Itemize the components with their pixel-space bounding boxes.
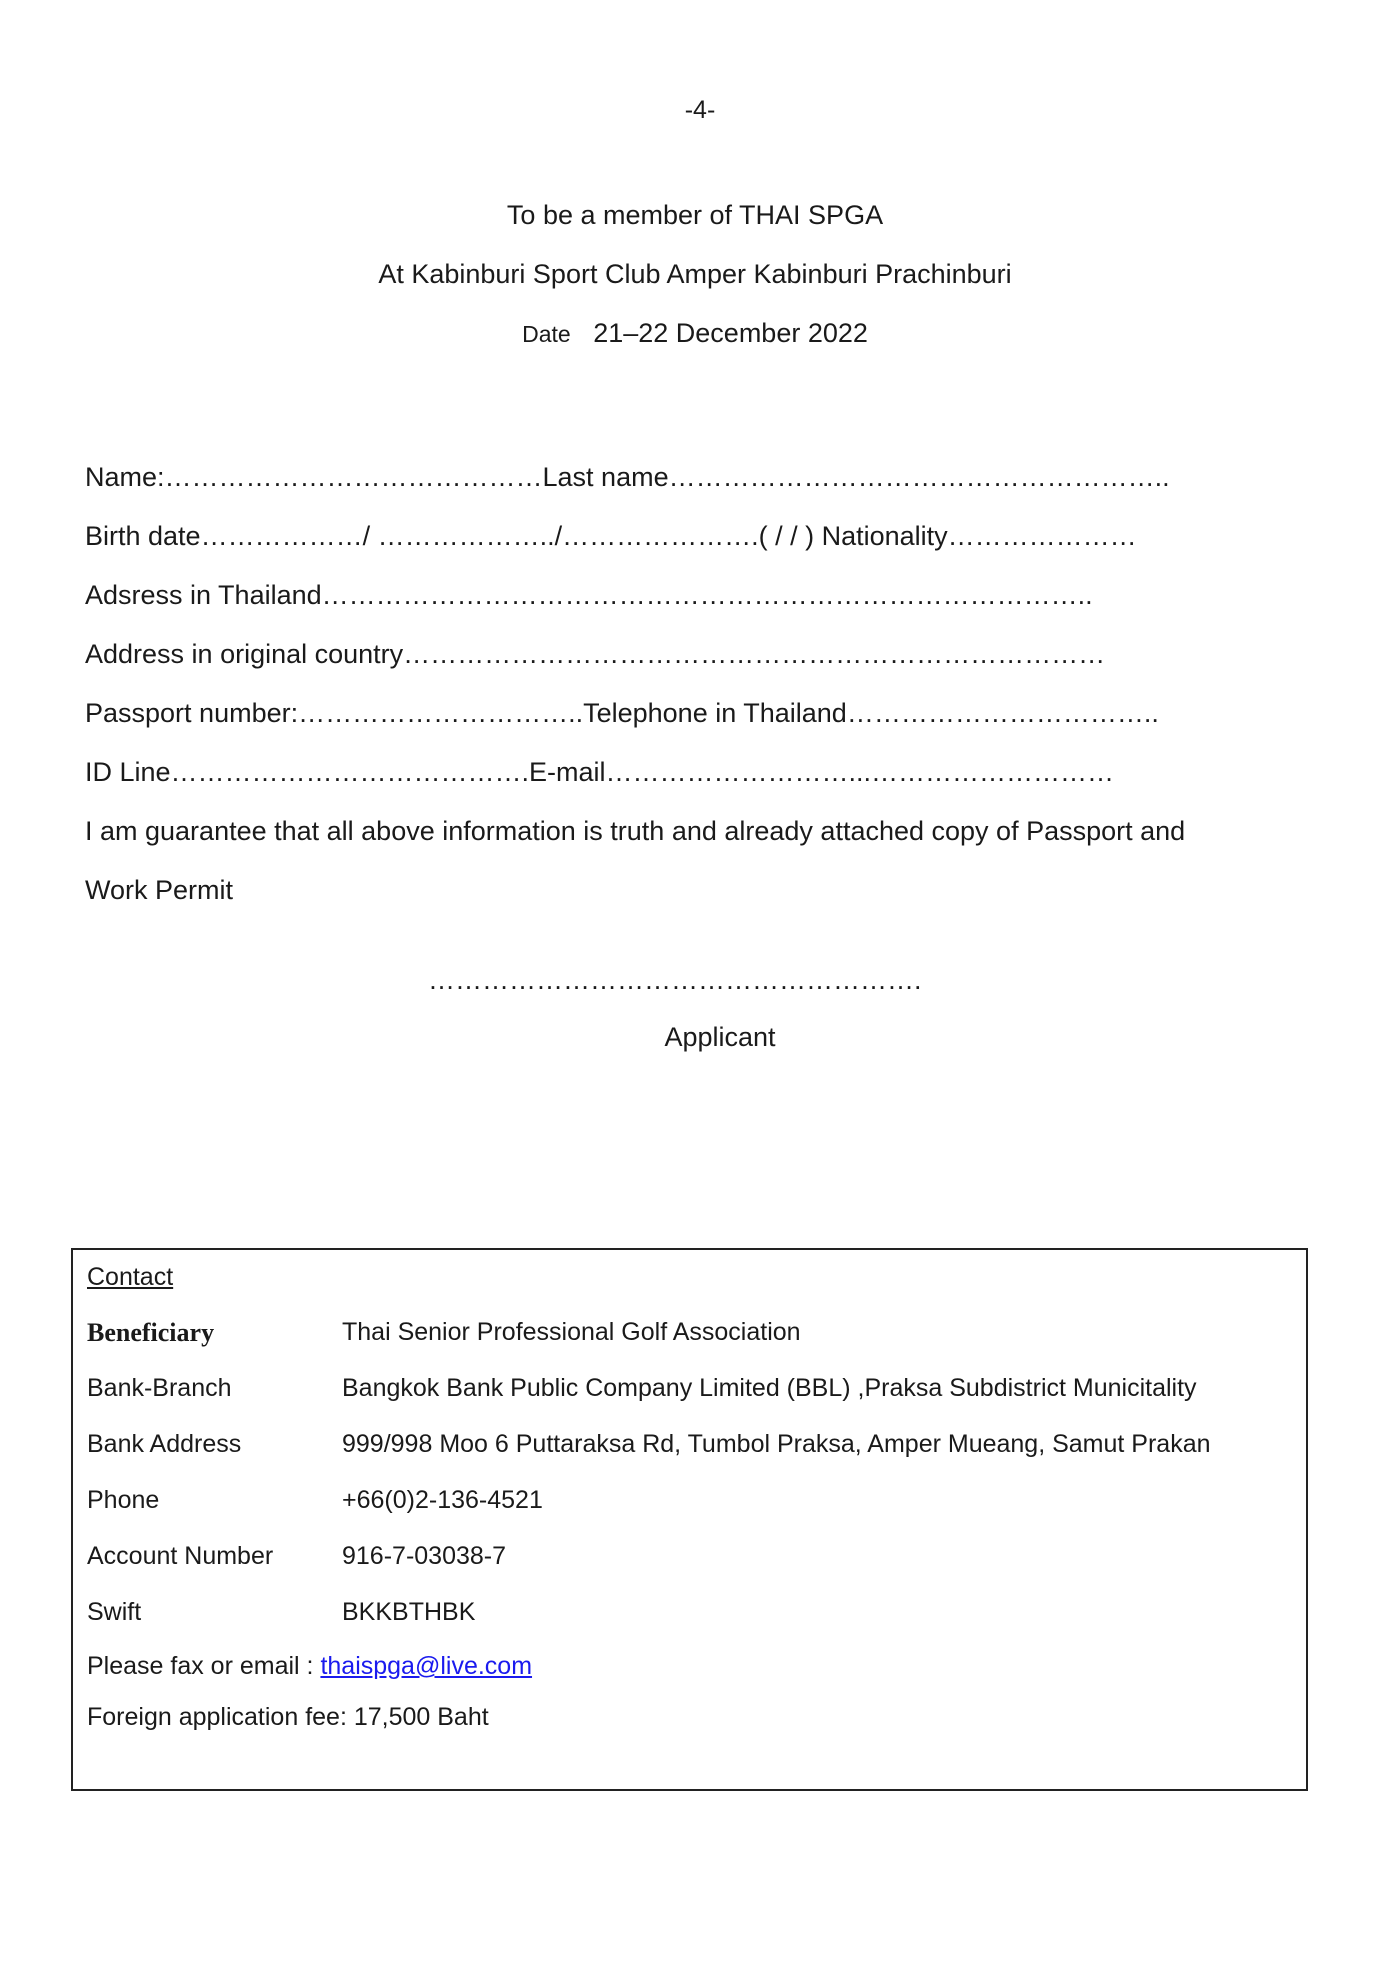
id-line-email-field-line[interactable]: ID Line………………………………….E-mail………………………...……………………… bbox=[85, 757, 1115, 787]
guarantee-statement: I am guarantee that all above information is truth and already attached copy of Passport and bbox=[85, 816, 1186, 846]
phone-label: Phone bbox=[87, 1486, 160, 1514]
document-title: To be a member of THAI SPGA bbox=[506, 200, 884, 230]
phone-value: +66(0)2-136-4521 bbox=[342, 1486, 543, 1514]
account-number-value: 916-7-03038-7 bbox=[342, 1542, 507, 1570]
fax-email-line bbox=[87, 1652, 532, 1681]
contact-box bbox=[71, 1248, 1308, 1791]
beneficiary-value: Thai Senior Professional Golf Association bbox=[342, 1318, 801, 1346]
account-number-label: Account Number bbox=[87, 1542, 274, 1570]
event-date bbox=[0, 318, 1390, 349]
birth-date-field-line[interactable]: Birth date………………/ ………………../………………….( / / ) Nationality………………… bbox=[85, 521, 1137, 551]
email-link[interactable]: thaispga@live.com bbox=[320, 1652, 533, 1680]
name-field-line[interactable]: Name:……………………………………Last name……………………………………………….. bbox=[85, 462, 1170, 492]
guarantee-statement-continued: Work Permit bbox=[85, 875, 234, 905]
contact-title: Contact bbox=[87, 1263, 174, 1291]
signature-label: Applicant bbox=[664, 1022, 776, 1052]
bank-address-value: 999/998 Moo 6 Puttaraksa Rd, Tumbol Praksa, Amper Mueang, Samut Prakan bbox=[342, 1430, 1211, 1458]
bank-branch-label: Bank-Branch bbox=[87, 1374, 232, 1402]
event-venue: At Kabinburi Sport Club Amper Kabinburi Prachinburi bbox=[378, 259, 1012, 289]
signature-line[interactable]: ………………………………………………. bbox=[428, 965, 922, 995]
bank-branch-value: Bangkok Bank Public Company Limited (BBL) ,Praksa Subdistrict Municitality bbox=[342, 1374, 1197, 1402]
passport-telephone-field-line[interactable]: Passport number:…………………………..Telephone in Thailand…………………………….. bbox=[85, 698, 1159, 728]
address-origin-field-line[interactable]: Address in original country…………………………………………………………………… bbox=[85, 639, 1106, 669]
date-label: Date bbox=[522, 321, 571, 347]
application-fee: Foreign application fee: 17,500 Baht bbox=[87, 1703, 489, 1731]
beneficiary-label: Beneficiary bbox=[87, 1318, 215, 1347]
address-thailand-field-line[interactable]: Adsress in Thailand………………………………………………………………………….. bbox=[85, 580, 1093, 610]
swift-value: BKKBTHBK bbox=[342, 1598, 476, 1626]
page-number: -4- bbox=[684, 96, 716, 124]
date-value: 21–22 December 2022 bbox=[593, 318, 868, 348]
fax-email-label: Please fax or email : bbox=[87, 1652, 321, 1680]
bank-address-label: Bank Address bbox=[87, 1430, 242, 1458]
swift-label: Swift bbox=[87, 1598, 142, 1626]
